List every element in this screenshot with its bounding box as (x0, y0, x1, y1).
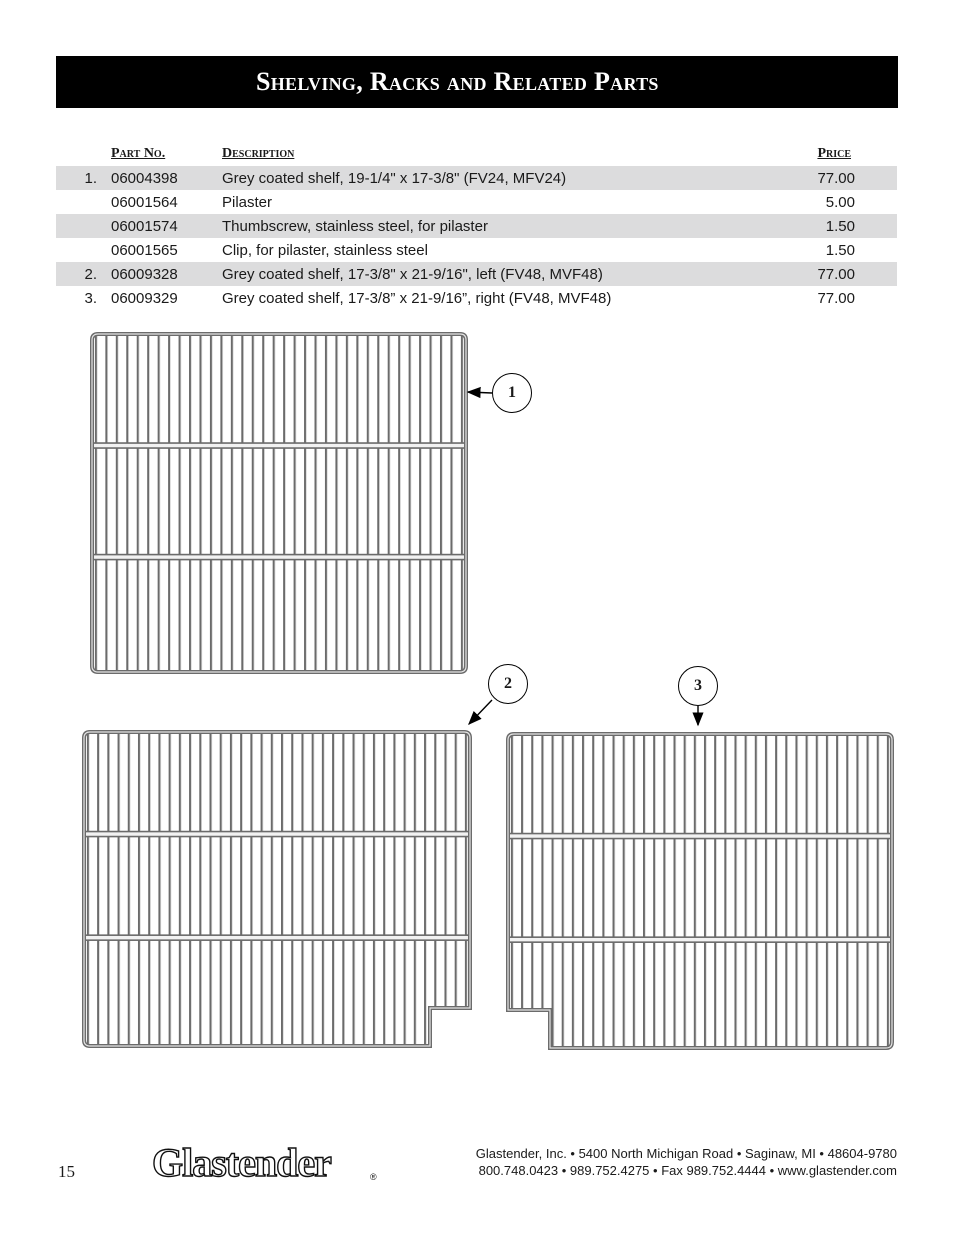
glastender-logo (152, 1140, 382, 1184)
row-part-no: 06009328 (111, 262, 222, 286)
row-index: 1. (56, 166, 111, 190)
row-index: 3. (84, 289, 97, 307)
description-header: Description (222, 146, 295, 161)
callout-2-arrow (469, 700, 492, 724)
row-description: Grey coated shelf, 19-1/4" x 17-3/8" (FV24, MFV24) (222, 166, 751, 190)
row-description: Pilaster (222, 193, 273, 211)
row-description: Grey coated shelf, 17-3/8" x 21-9/16", left (FV48, MVF48) (222, 262, 751, 286)
callout-3: 3 (678, 666, 718, 706)
svg-text:Glastender: Glastender (152, 1140, 331, 1184)
row-description: Thumbscrew, stainless steel, for pilaster (222, 214, 751, 238)
svg-text:®: ® (370, 1172, 377, 1182)
row-part-no: 06009329 (111, 289, 178, 307)
row-price: 77.00 (751, 262, 897, 286)
part-no-header: Part No. (111, 146, 166, 161)
row-index: 2. (56, 262, 111, 286)
callout-1: 1 (492, 373, 532, 413)
row-description: Clip, for pilaster, stainless steel (222, 241, 428, 259)
footer-contact (377, 1145, 897, 1179)
footer-phone-web: 800.748.0423 • 989.752.4275 • Fax 989.752.4444 • www.glastender.com (478, 1163, 897, 1178)
row-part-no: 06001574 (111, 214, 222, 238)
row-part-no: 06001564 (111, 193, 178, 211)
price-header: Price (817, 146, 851, 161)
page-number: 15 (58, 1162, 75, 1181)
row-price: 5.00 (825, 193, 855, 211)
row-part-no: 06004398 (111, 166, 222, 190)
row-price: 1.50 (751, 214, 897, 238)
callout-1-arrow (468, 392, 492, 393)
row-price: 77.00 (817, 289, 855, 307)
callout-2: 2 (488, 664, 528, 704)
footer-address: Glastender, Inc. • 5400 North Michigan Road • Saginaw, MI • 48604-9780 (475, 1146, 897, 1161)
row-price: 1.50 (825, 241, 855, 259)
row-description: Grey coated shelf, 17-3/8” x 21-9/16”, right (FV48, MVF48) (222, 289, 612, 307)
section-title: Shelving, Racks and Related Parts (56, 56, 898, 108)
row-part-no: 06001565 (111, 241, 178, 259)
row-price: 77.00 (751, 166, 897, 190)
